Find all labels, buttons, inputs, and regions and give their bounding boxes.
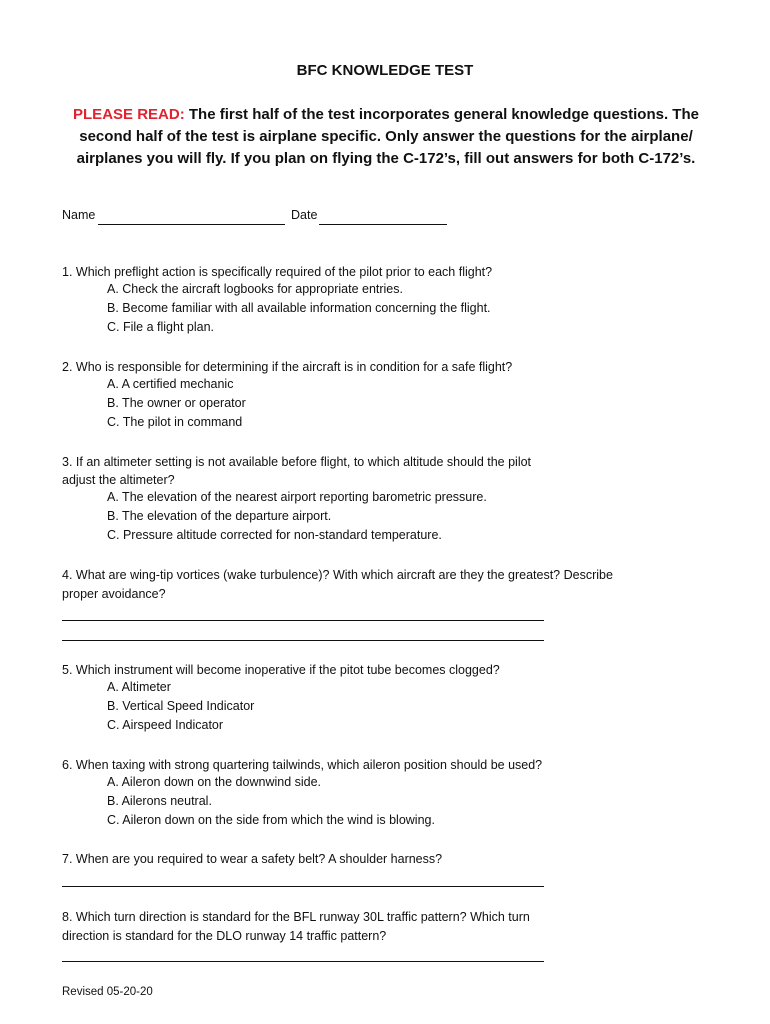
question-3-option-c: C. Pressure altitude corrected for non-standard temperature.: [107, 528, 442, 542]
question-5-option-c: C. Airspeed Indicator: [107, 718, 224, 732]
intro-paragraph: [60, 104, 712, 170]
question-2-option-c: C. The pilot in command: [107, 415, 243, 429]
question-6-option-c: C. Aileron down on the side from which the wind is blowing.: [107, 813, 435, 827]
question-1: 1. Which preflight action is specifically required of the pilot prior to each flight?: [62, 265, 493, 279]
name-label: Name: [62, 208, 96, 222]
question-6-option-a: A. Aileron down on the downwind side.: [107, 775, 322, 789]
question-2-option-b: B. The owner or operator: [107, 396, 246, 410]
question-5-option-a: A. Altimeter: [107, 680, 171, 694]
question-7: 7. When are you required to wear a safety belt? A shoulder harness?: [62, 852, 443, 866]
date-field[interactable]: [319, 224, 447, 225]
question-2-option-a: A. A certified mechanic: [107, 377, 234, 391]
question-8-line-1: 8. Which turn direction is standard for the BFL runway 30L traffic pattern? Which turn: [62, 910, 530, 924]
question-4-answer-line-2[interactable]: [62, 640, 544, 641]
question-1-option-b: B. Become familiar with all available information concerning the flight.: [107, 301, 491, 315]
question-7-answer-line[interactable]: [62, 886, 544, 887]
question-3-line-2: adjust the altimeter?: [62, 473, 175, 487]
page-title: BFC KNOWLEDGE TEST: [296, 62, 474, 79]
revision-footer: Revised 05-20-20: [62, 986, 153, 998]
question-6: 6. When taxing with strong quartering tailwinds, which aileron position should be used?: [62, 758, 543, 772]
name-field[interactable]: [98, 224, 285, 225]
question-3-option-a: A. The elevation of the nearest airport reporting barometric pressure.: [107, 490, 487, 504]
question-4-line-1: 4. What are wing-tip vortices (wake turbulence)? With which aircraft are they the greatest? Describe: [62, 568, 613, 582]
date-label: Date: [291, 208, 318, 222]
question-2: 2. Who is responsible for determining if the aircraft is in condition for a safe flight?: [62, 360, 513, 374]
question-8-line-2: direction is standard for the DLO runway 14 traffic pattern?: [62, 929, 387, 943]
question-5-option-b: B. Vertical Speed Indicator: [107, 699, 255, 713]
question-3-option-b: B. The elevation of the departure airport.: [107, 509, 332, 523]
question-1-option-c: C. File a flight plan.: [107, 320, 214, 334]
question-3-line-1: 3. If an altimeter setting is not available before flight, to which altitude should the pilot: [62, 455, 532, 469]
question-4-answer-line-1[interactable]: [62, 620, 544, 621]
please-read-label: PLEASE READ:: [73, 106, 185, 123]
question-5: 5. Which instrument will become inoperative if the pitot tube becomes clogged?: [62, 663, 500, 677]
question-4-line-2: proper avoidance?: [62, 587, 166, 601]
question-8-answer-line[interactable]: [62, 961, 544, 962]
question-1-option-a: A. Check the aircraft logbooks for appropriate entries.: [107, 282, 403, 296]
intro-text: The first half of the test incorporates general knowledge questions. The second half of the test is airplane specific. Only answer the questions for the airplane/ airplanes you will fly. If you plan on flying the C-172’s, fill out answers for both C-172’s.: [76, 106, 699, 167]
question-6-option-b: B. Ailerons neutral.: [107, 794, 212, 808]
